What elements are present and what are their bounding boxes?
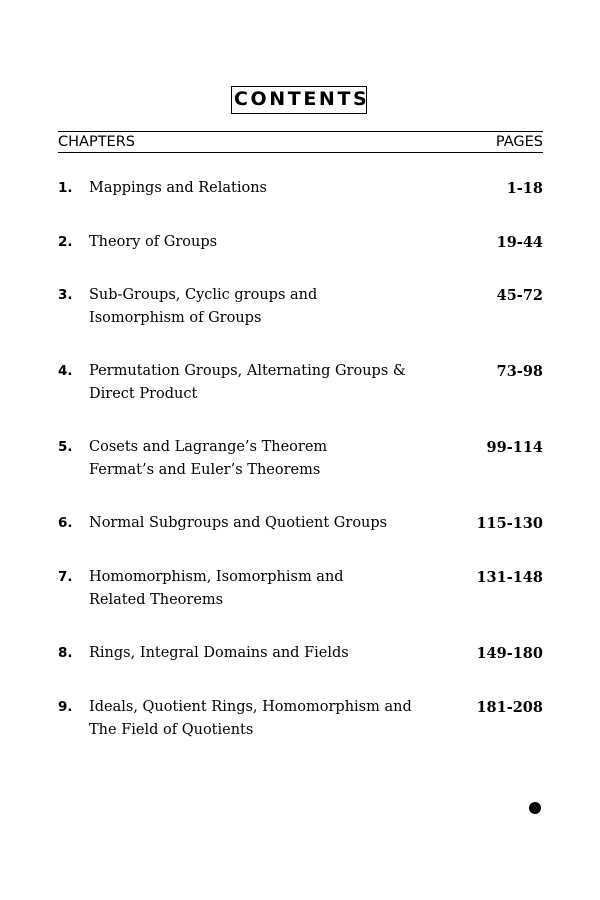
- chapter-pages: 45-72: [496, 287, 543, 304]
- pages-column-header: PAGES: [495, 134, 543, 150]
- chapter-title-line: Related Theorems: [89, 592, 224, 608]
- chapter-pages: 1-18: [506, 180, 543, 197]
- chapter-title: [89, 231, 439, 254]
- chapter-pages: 181-208: [476, 699, 543, 716]
- chapter-number: 4.: [58, 363, 73, 379]
- chapter-pages: 73-98: [496, 363, 543, 380]
- chapter-title-line: Sub-Groups, Cyclic groups and: [89, 287, 318, 303]
- chapter-title: [89, 512, 439, 535]
- chapter-title-line: The Field of Quotients: [89, 722, 254, 738]
- chapter-title: [89, 177, 439, 200]
- contents-heading: CONTENTS: [231, 86, 367, 114]
- chapter-title: [89, 436, 439, 482]
- chapter-pages: 115-130: [476, 515, 543, 532]
- chapter-pages: 131-148: [476, 569, 543, 586]
- chapter-title-line: Isomorphism of Groups: [89, 310, 262, 326]
- chapter-title-line: Permutation Groups, Alternating Groups &: [89, 363, 406, 379]
- chapters-column-header: CHAPTERS: [58, 134, 135, 150]
- chapter-number: 3.: [58, 287, 73, 303]
- chapter-pages: 19-44: [496, 234, 543, 251]
- chapter-pages: 99-114: [486, 439, 543, 456]
- chapter-number: 6.: [58, 515, 73, 531]
- chapter-title-line: Ideals, Quotient Rings, Homomorphism and: [89, 699, 412, 715]
- chapter-title: [89, 566, 439, 612]
- column-header-row: [58, 131, 543, 153]
- chapter-title-line: Direct Product: [89, 386, 198, 402]
- filled-circle-icon: [529, 802, 541, 814]
- chapter-title: [89, 642, 439, 665]
- chapter-number: 1.: [58, 180, 73, 196]
- chapter-number: 9.: [58, 699, 73, 715]
- chapter-title-line: Rings, Integral Domains and Fields: [89, 645, 349, 661]
- chapter-title: [89, 284, 439, 330]
- chapter-title: [89, 696, 439, 742]
- chapter-number: 5.: [58, 439, 73, 455]
- chapter-title-line: Normal Subgroups and Quotient Groups: [89, 515, 388, 531]
- chapter-title-line: Mappings and Relations: [89, 180, 267, 196]
- chapter-number: 7.: [58, 569, 73, 585]
- chapter-title-line: Theory of Groups: [89, 234, 218, 250]
- chapter-number: 2.: [58, 234, 73, 250]
- chapter-pages: 149-180: [476, 645, 543, 662]
- chapter-number: 8.: [58, 645, 73, 661]
- chapter-title-line: Fermat’s and Euler’s Theorems: [89, 462, 321, 478]
- chapter-title: [89, 360, 439, 406]
- chapter-title-line: Homomorphism, Isomorphism and: [89, 569, 344, 585]
- chapter-title-line: Cosets and Lagrange’s Theorem: [89, 439, 328, 455]
